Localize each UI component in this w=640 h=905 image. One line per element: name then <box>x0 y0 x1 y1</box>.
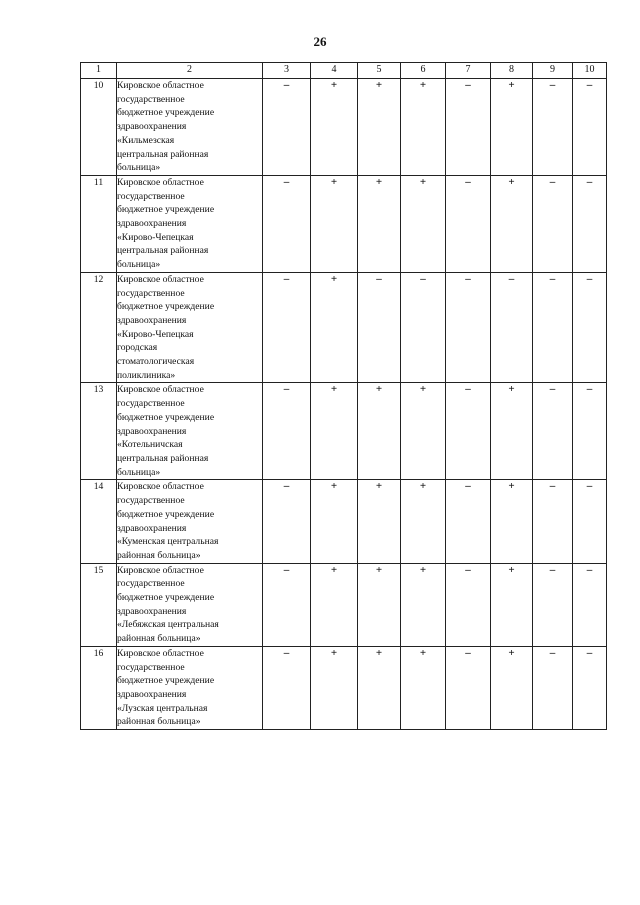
column-header: 9 <box>533 63 573 79</box>
institution-name <box>117 175 263 272</box>
institution-name-line: больница» <box>117 162 161 174</box>
institution-name-line: районная больница» <box>117 549 201 561</box>
mark-cell: – <box>446 563 491 646</box>
row-number: 14 <box>81 480 117 563</box>
institution-name-line: Кировское областное <box>117 273 204 285</box>
institution-name-line: Кировское областное <box>117 647 204 659</box>
mark-cell: – <box>446 646 491 729</box>
row-number: 15 <box>81 563 117 646</box>
institution-name-line: бюджетное учреждение <box>117 107 215 119</box>
institution-name-line: государственное <box>117 93 185 105</box>
table-body <box>81 79 607 730</box>
institution-name-line: государственное <box>117 190 185 202</box>
institution-name-line: здравоохранения <box>117 605 187 617</box>
institution-name-line: здравоохранения <box>117 314 187 326</box>
mark-cell: + <box>491 383 533 480</box>
mark-cell: + <box>401 383 446 480</box>
institution-name <box>117 563 263 646</box>
institution-name-line: «Котельничская <box>117 439 183 451</box>
institution-name-line: государственное <box>117 661 185 673</box>
column-header: 4 <box>311 63 358 79</box>
mark-cell: + <box>358 383 401 480</box>
column-header: 8 <box>491 63 533 79</box>
mark-cell: – <box>573 272 607 383</box>
mark-cell: – <box>573 563 607 646</box>
institution-name-line: Кировское областное <box>117 384 204 396</box>
mark-cell: + <box>311 480 358 563</box>
mark-cell: – <box>533 175 573 272</box>
institution-name-line: бюджетное учреждение <box>117 675 215 687</box>
table-row <box>81 175 607 272</box>
table-row <box>81 79 607 176</box>
institution-name-line: поликлиника» <box>117 369 176 381</box>
institution-name-line: Кировское областное <box>117 176 204 188</box>
institution-name-line: здравоохранения <box>117 218 187 230</box>
mark-cell: + <box>491 563 533 646</box>
mark-cell: + <box>311 175 358 272</box>
institution-name <box>117 383 263 480</box>
mark-cell: – <box>533 646 573 729</box>
institution-name <box>117 272 263 383</box>
row-number: 13 <box>81 383 117 480</box>
institution-name-line: центральная районная <box>117 245 209 257</box>
mark-cell: – <box>263 563 311 646</box>
mark-cell: – <box>533 272 573 383</box>
mark-cell: + <box>311 563 358 646</box>
mark-cell: – <box>573 383 607 480</box>
table-header-row <box>81 63 607 79</box>
institution-name-line: здравоохранения <box>117 522 187 534</box>
mark-cell: + <box>491 175 533 272</box>
mark-cell: + <box>401 646 446 729</box>
mark-cell: – <box>573 646 607 729</box>
mark-cell: + <box>358 480 401 563</box>
column-header: 10 <box>573 63 607 79</box>
mark-cell: – <box>573 480 607 563</box>
mark-cell: – <box>263 480 311 563</box>
mark-cell: + <box>311 383 358 480</box>
institution-name-line: больница» <box>117 259 161 271</box>
mark-cell: – <box>573 175 607 272</box>
mark-cell: – <box>263 383 311 480</box>
institution-name-line: здравоохранения <box>117 121 187 133</box>
institution-name-line: районная больница» <box>117 716 201 728</box>
mark-cell: + <box>401 175 446 272</box>
mark-cell: – <box>491 272 533 383</box>
institution-name-line: государственное <box>117 398 185 410</box>
row-number: 16 <box>81 646 117 729</box>
mark-cell: – <box>533 480 573 563</box>
mark-cell: – <box>446 272 491 383</box>
institution-name-line: «Лебяжская центральная <box>117 619 219 631</box>
institution-name-line: Кировское областное <box>117 481 204 493</box>
institution-name-line: центральная районная <box>117 452 209 464</box>
institution-name <box>117 79 263 176</box>
table-row <box>81 383 607 480</box>
institution-name <box>117 480 263 563</box>
institution-name-line: государственное <box>117 495 185 507</box>
institution-name-line: «Кирово-Чепецкая <box>117 231 194 243</box>
mark-cell: – <box>533 563 573 646</box>
table-row <box>81 480 607 563</box>
institution-name-line: здравоохранения <box>117 688 187 700</box>
column-header: 3 <box>263 63 311 79</box>
row-number: 11 <box>81 175 117 272</box>
column-header: 6 <box>401 63 446 79</box>
table-row <box>81 563 607 646</box>
mark-cell: – <box>533 79 573 176</box>
column-header: 2 <box>117 63 263 79</box>
institution-name-line: «Куменская центральная <box>117 536 219 548</box>
institution-name-line: государственное <box>117 578 185 590</box>
mark-cell: + <box>311 272 358 383</box>
page-number: 26 <box>313 34 327 49</box>
institution-name-line: центральная районная <box>117 148 209 160</box>
mark-cell: – <box>446 383 491 480</box>
row-number: 10 <box>81 79 117 176</box>
mark-cell: – <box>533 383 573 480</box>
institution-name-line: Кировское областное <box>117 80 204 91</box>
table-row <box>81 272 607 383</box>
mark-cell: + <box>311 79 358 176</box>
institution-name-line: районная больница» <box>117 633 201 645</box>
institution-name-line: бюджетное учреждение <box>117 204 215 216</box>
mark-cell: + <box>401 480 446 563</box>
institutions-table <box>80 62 607 730</box>
mark-cell: – <box>263 175 311 272</box>
mark-cell: – <box>358 272 401 383</box>
institution-name-line: бюджетное учреждение <box>117 301 215 313</box>
table-row <box>81 646 607 729</box>
mark-cell: + <box>311 646 358 729</box>
institution-name-line: больница» <box>117 466 161 478</box>
institution-name-line: бюджетное учреждение <box>117 592 215 604</box>
mark-cell: + <box>358 175 401 272</box>
mark-cell: + <box>401 563 446 646</box>
column-header: 7 <box>446 63 491 79</box>
mark-cell: + <box>491 79 533 176</box>
mark-cell: – <box>573 79 607 176</box>
institution-name-line: «Кильмезская <box>117 134 175 146</box>
institution-name-line: государственное <box>117 287 185 299</box>
institution-name-line: здравоохранения <box>117 425 187 437</box>
row-number: 12 <box>81 272 117 383</box>
mark-cell: – <box>263 79 311 176</box>
institution-name-line: бюджетное учреждение <box>117 411 215 423</box>
institution-name <box>117 646 263 729</box>
institution-name-line: городская <box>117 342 158 354</box>
mark-cell: – <box>446 480 491 563</box>
mark-cell: + <box>358 563 401 646</box>
institution-name-line: «Кирово-Чепецкая <box>117 328 194 340</box>
mark-cell: + <box>358 646 401 729</box>
institution-name-line: Кировское областное <box>117 564 204 576</box>
institution-name-line: стоматологическая <box>117 356 195 368</box>
mark-cell: – <box>401 272 446 383</box>
mark-cell: – <box>263 272 311 383</box>
mark-cell: – <box>446 175 491 272</box>
mark-cell: + <box>358 79 401 176</box>
mark-cell: + <box>401 79 446 176</box>
mark-cell: + <box>491 646 533 729</box>
institution-name-line: «Лузская центральная <box>117 702 208 714</box>
mark-cell: – <box>446 79 491 176</box>
mark-cell: – <box>263 646 311 729</box>
mark-cell: + <box>491 480 533 563</box>
column-header: 5 <box>358 63 401 79</box>
institution-name-line: бюджетное учреждение <box>117 508 215 520</box>
column-header: 1 <box>81 63 117 79</box>
